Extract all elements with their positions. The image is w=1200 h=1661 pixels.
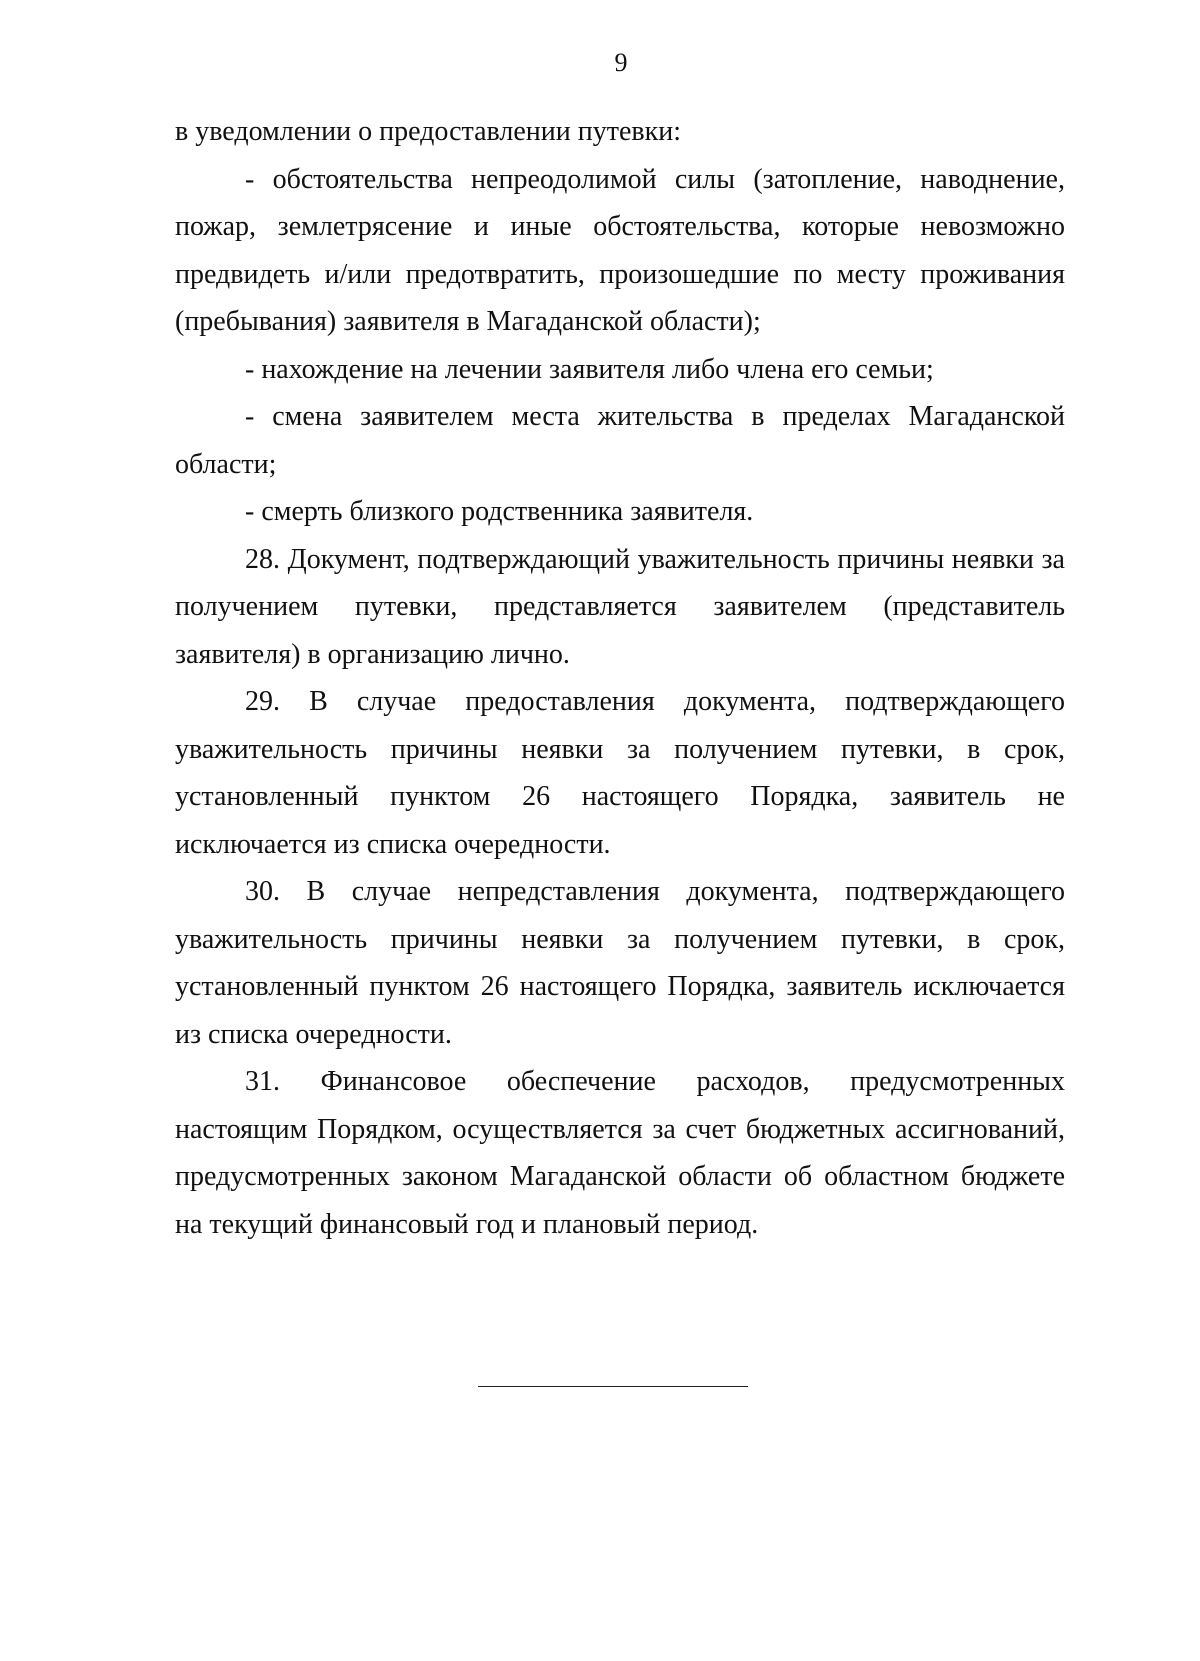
list-item-death-relative: - смерть близкого родственника заявителя. xyxy=(245,496,754,527)
list-item-treatment: - нахождение на лечении заявителя либо члена его семьи; xyxy=(245,353,934,385)
clause-31: 31. Финансовое обеспечение расходов, предусмотренных настоящим Порядком, осуществляется за счет бюджетных ассигнований, предусмотренных законом Магаданской области об областном бюджете на текущий финансовый год и плановый период. xyxy=(175,1066,1065,1240)
list-item-force-majeure: - обстоятельства непреодолимой силы (затопление, наводнение, пожар, землетрясение и иные обстоятельства, которые невозможно предвидеть и/или предотвратить, произошедшие по месту проживания (пребывания) заявителя в Магаданской области); xyxy=(175,163,1065,337)
list-item-change-residence: - смена заявителем места жительства в пределах Магаданской области; xyxy=(175,401,1065,480)
clause-29: 29. В случае предоставления документа, подтверждающего уважительность причины неявки за получением путевки, в срок, установленный пунктом 26 настоящего Порядка, заявитель не исключается из списка очередности. xyxy=(175,686,1065,860)
document-body xyxy=(175,108,1065,1248)
end-separator-line xyxy=(478,1386,748,1387)
clause-30: 30. В случае непредставления документа, подтверждающего уважительность причины неявки за получением путевки, в срок, установленный пунктом 26 настоящего Порядка, заявитель исключается из списка очередности. xyxy=(175,876,1065,1050)
paragraph-continuation: в уведомлении о предоставлении путевки: xyxy=(175,116,681,147)
page-number: 9 xyxy=(614,48,628,77)
clause-28: 28. Документ, подтверждающий уважительность причины неявки за получением путевки, представляется заявителем (представитель заявителя) в организацию лично. xyxy=(175,543,1065,670)
